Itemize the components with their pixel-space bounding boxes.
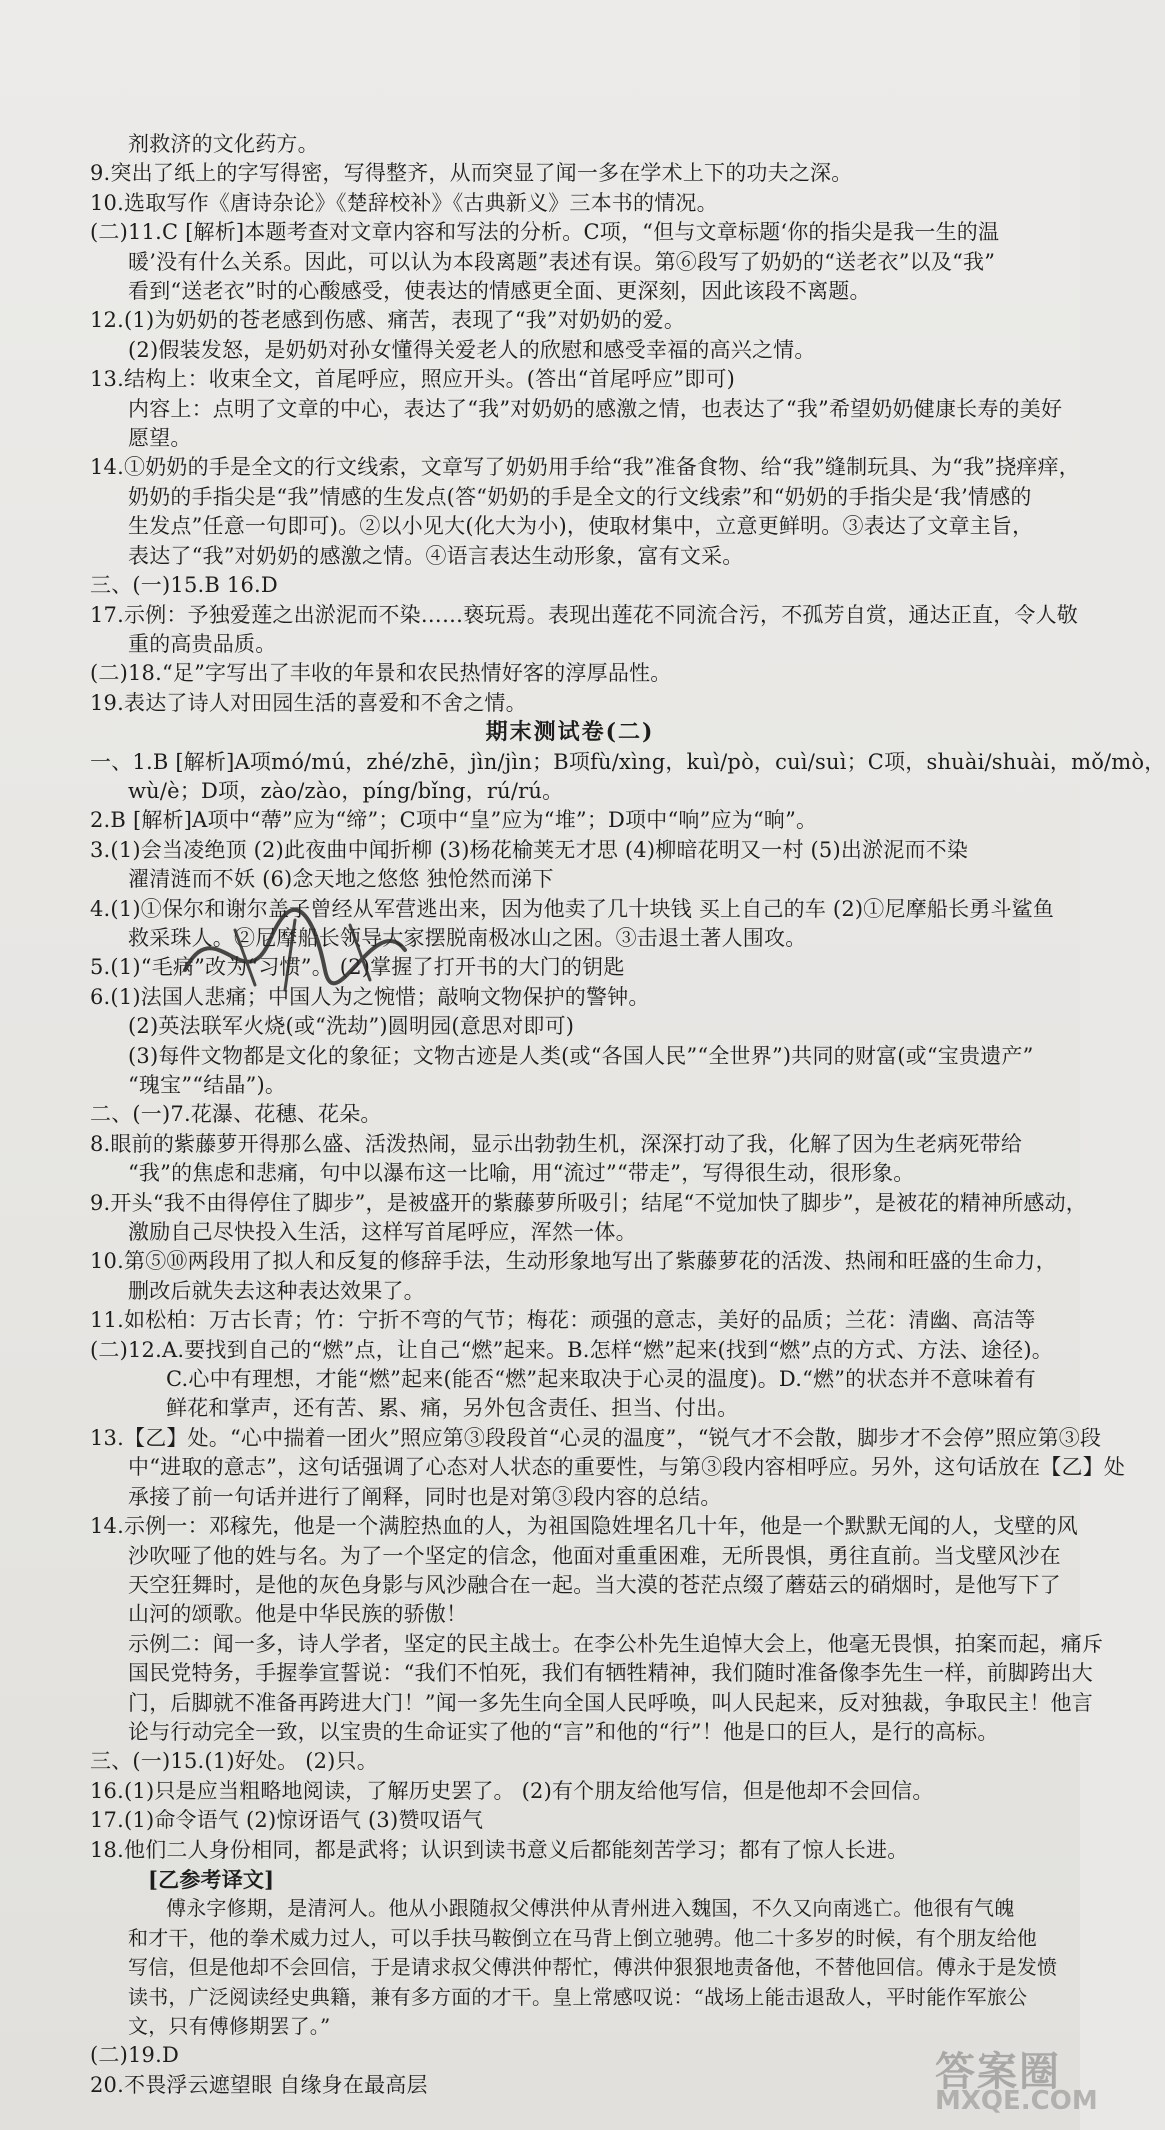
text-line: 14.示例一：邓稼先，他是一个满腔热血的人，为祖国隐姓埋名几十年，他是一个默默无闻的人，戈壁的风 bbox=[90, 1514, 1078, 1539]
text-line: 2.B [解析]A项中“蔕”应为“缔”；C项中“皇”应为“堆”；D项中“响”应为“晌”。 bbox=[90, 808, 818, 833]
text-line: 内容上：点明了文章的中心，表达了“我”对奶奶的感激之情，也表达了“我”希望奶奶健康长寿的美好 bbox=[128, 396, 1063, 421]
text-line: (2)假装发怒，是奶奶对孙女懂得关爱老人的欣慰和感受幸福的高兴之情。 bbox=[128, 337, 816, 362]
text-line: 表达了“我”对奶奶的感激之情。④语言表达生动形象，富有文采。 bbox=[128, 543, 744, 568]
text-line: 濯清涟而不妖 (6)念天地之悠悠 独怆然而涕下 bbox=[128, 867, 554, 892]
text-line: 19.表达了诗人对田园生活的喜爱和不舍之情。 bbox=[90, 690, 527, 715]
text-line: 删改后就失去这种表达效果了。 bbox=[128, 1278, 425, 1303]
text-line: 读书，广泛阅读经史典籍，兼有多方面的才干。皇上常感叹说：“战场上能击退敌人，平时能作军旅公 bbox=[128, 1984, 1028, 2009]
text-line: (二)12.A.要找到自己的“燃”点，让自己“燃”起来。B.怎样“燃”起来(找到“燃”点的方式、方法、途径)。 bbox=[90, 1337, 1054, 1362]
text-line: 奶奶的手指尖是“我”情感的生发点(答“奶奶的手是全文的行文线索”和“奶奶的手指尖是‘我’情感的 bbox=[128, 484, 1032, 509]
text-line: 天空狂舞时，是他的灰色身影与风沙融合在一起。当大漠的苍茫点缀了蘑菇云的硝烟时，是他写下了 bbox=[128, 1572, 1061, 1597]
text-line: (2)英法联军火烧(或“洗劫”)圆明园(意思对即可) bbox=[128, 1014, 575, 1039]
text-line: 和才干，他的拳术威力过人，可以手扶马鞍倒立在马背上倒立驰骋。他二十多岁的时候，有个朋友给他 bbox=[128, 1925, 1037, 1950]
text-line: 10.第⑤⑩两段用了拟人和反复的修辞手法，生动形象地写出了紫藤萝花的活泼、热闹和旺盛的生命力， bbox=[90, 1249, 1057, 1274]
text-line: 20.不畏浮云遮望眼 自缘身在最高层 bbox=[90, 2072, 428, 2097]
text-line: (二)11.C [解析]本题考查对文章内容和写法的分析。C项，“但与文章标题‘你的指尖是我一生的温 bbox=[90, 220, 1000, 245]
watermark-logo-text: 答案圈 bbox=[935, 2049, 1061, 2095]
text-line: 山河的颂歌。他是中华民族的骄傲！ bbox=[128, 1602, 468, 1627]
text-line: 13.结构上：收束全文，首尾呼应，照应开头。(答出“首尾呼应”即可) bbox=[90, 367, 736, 392]
watermark-logo bbox=[935, 2040, 1098, 2120]
text-line: 论与行动完全一致，以宝贵的生命证实了他的“言”和他的“行”！他是口的巨人，是行的高标。 bbox=[128, 1719, 999, 1744]
text-line: (二)19.D bbox=[90, 2043, 180, 2068]
text-line: 4.(1)①保尔和谢尔盖子曾经从军营逃出来，因为他卖了几十块钱 买上自己的车 (2)①尼摩船长勇斗鲨鱼 bbox=[90, 896, 1055, 921]
text-line: 三、(一)15.B 16.D bbox=[90, 573, 278, 598]
text-line: 傅永字修期，是清河人。他从小跟随叔父傅洪仲从青州进入魏国，不久又向南逃亡。他很有气魄 bbox=[166, 1896, 1015, 1921]
text-line: 写信，但是他却不会回信，于是请求叔父傅洪仲帮忙，傅洪仲狠狠地责备他，不替他回信。傅永于是发愤 bbox=[128, 1955, 1058, 1980]
text-line: 国民党特务，手握拳宣誓说：“我们不怕死，我们有牺牲精神，我们随时准备像李先生一样，前脚跨出大 bbox=[128, 1661, 1093, 1686]
text-line: “我”的焦虑和悲痛，句中以瀑布这一比喻，用“流过”“带走”，写得很生动，很形象。 bbox=[128, 1161, 915, 1186]
text-line: C.心中有理想，才能“燃”起来(能否“燃”起来取决于心灵的温度)。D.“燃”的状态并不意味着有 bbox=[166, 1367, 1036, 1392]
text-line: 5.(1)“毛病”改为“习惯”。 (2)掌握了打开书的大门的钥匙 bbox=[90, 955, 625, 980]
text-line: 示例二：闻一多，诗人学者，坚定的民主战士。在李公朴先生追悼大会上，他毫无畏惧，拍案而起，痛斥 bbox=[128, 1631, 1104, 1656]
text-line: 鲜花和掌声，还有苦、累、痛，另外包含责任、担当、付出。 bbox=[166, 1396, 739, 1421]
watermark-url: MXQE.COM bbox=[935, 2086, 1098, 2116]
text-line: (3)每件文物都是文化的象征；文物古迹是人类(或“各国人民”“全世界”)共同的财富(或“宝贵遗产” bbox=[128, 1043, 1034, 1068]
text-line: 生发点”任意一句即可)。②以小见大(化大为小)，使取材集中，立意更鲜明。③表达了文章主旨， bbox=[128, 514, 1034, 539]
text-line: 承接了前一句话并进行了阐释，同时也是对第③段内容的总结。 bbox=[128, 1484, 722, 1509]
text-line: 16.(1)只是应当粗略地阅读，了解历史罢了。 (2)有个朋友给他写信，但是他却不会回信。 bbox=[90, 1778, 934, 1803]
text-line: 看到“送老衣”时的心酸感受，使表达的情感更全面、更深刻，因此该段不离题。 bbox=[128, 279, 871, 304]
text-line: 救采珠人。②尼摩船长领导大家摆脱南极冰山之困。③击退土著人围攻。 bbox=[128, 925, 807, 950]
text-line: (二)18.“足”字写出了丰收的年景和农民热情好客的淳厚品性。 bbox=[90, 661, 672, 686]
text-line: 10.选取写作《唐诗杂论》《楚辞校补》《古典新义》三本书的情况。 bbox=[90, 190, 718, 215]
answer-content bbox=[90, 130, 1165, 2100]
text-line: 18.他们二人身份相同，都是武将；认识到读书意义后都能刻苦学习；都有了惊人长进。 bbox=[90, 1837, 909, 1862]
text-line: 9.突出了纸上的字写得密，写得整齐，从而突显了闻一多在学术上下的功夫之深。 bbox=[90, 161, 853, 186]
text-line: 文，只有傅修期罢了。” bbox=[128, 2014, 331, 2038]
text-line: 6.(1)法国人悲痛；中国人为之惋惜；敲响文物保护的警钟。 bbox=[90, 984, 650, 1009]
handwritten-scribble bbox=[175, 890, 415, 1010]
text-line: 暖’没有什么关系。因此，可以认为本段离题”表述有误。第⑥段写了奶奶的“送老衣”以及“我” bbox=[128, 249, 996, 274]
text-line: 愿望。 bbox=[128, 426, 192, 451]
text-line: 重的高贵品质。 bbox=[128, 631, 277, 656]
text-line: 12.(1)为奶奶的苍老感到伤感、痛苦，表现了“我”对奶奶的爱。 bbox=[90, 308, 686, 333]
text-line: “瑰宝”“结晶”)。 bbox=[128, 1073, 287, 1097]
text-line: 17.(1)命令语气 (2)惊讶语气 (3)赞叹语气 bbox=[90, 1808, 484, 1833]
section-heading: 期末测试卷(二) bbox=[485, 719, 655, 746]
text-line: 一、1.B [解析]A项mó/mú，zhé/zhē，jìn/jìn；B项fù/xìng，kuì/pò，cuì/suì；C项，shuài/shuài，mǒ/mò， bbox=[90, 749, 1165, 774]
text-line: 门，后脚就不准备再跨进大门！”闻一多先生向全国人民呼唤，叫人民起来，反对独裁，争取民主！他言 bbox=[128, 1690, 1093, 1715]
text-line: 中“进取的意志”，这句话强调了心态对人状态的重要性，与第③段内容相呼应。另外，这句话放在【乙】处 bbox=[128, 1455, 1126, 1480]
text-line: 激励自己尽快投入生活，这样写首尾呼应，浑然一体。 bbox=[128, 1220, 637, 1245]
text-line: 三、(一)15.(1)好处。 (2)只。 bbox=[90, 1749, 378, 1774]
text-line: 3.(1)会当凌绝顶 (2)此夜曲中闻折柳 (3)杨花榆荚无才思 (4)柳暗花明又一村 (5)出淤泥而不染 bbox=[90, 837, 969, 862]
text-line: 14.①奶奶的手是全文的行文线索，文章写了奶奶用手给“我”准备食物、给“我”缝制玩具、为“我”挠痒痒， bbox=[90, 455, 1081, 480]
text-line: 9.开头“我不由得停住了脚步”，是被盛开的紫藤萝所吸引；结尾“不觉加快了脚步”，是被花的精神所感动， bbox=[90, 1190, 1087, 1215]
text-line: [乙参考译文] bbox=[148, 1866, 275, 1892]
text-line: 17.示例：予独爱莲之出淤泥而不染……亵玩焉。表现出莲花不同流合污，不孤芳自赏，通达正直，令人敬 bbox=[90, 602, 1078, 627]
text-line: 11.如松柏：万古长青；竹：宁折不弯的气节；梅花：顽强的意志，美好的品质；兰花：清幽、高洁等 bbox=[90, 1308, 1036, 1333]
text-line: 沙吹哑了他的姓与名。为了一个坚定的信念，他面对重重困难，无所畏惧，勇往直前。当戈壁风沙在 bbox=[128, 1543, 1061, 1568]
text-line: 二、(一)7.花瀑、花穗、花朵。 bbox=[90, 1102, 382, 1127]
text-line: 剂救济的文化药方。 bbox=[128, 132, 319, 156]
text-line: 8.眼前的紫藤萝开得那么盛、活泼热闹，显示出勃勃生机，深深打动了我，化解了因为生老病死带给 bbox=[90, 1131, 1023, 1156]
text-line: 13.【乙】处。“心中揣着一团火”照应第③段段首“心灵的温度”，“锐气才不会散，脚步才不会停”照应第③段 bbox=[90, 1425, 1102, 1450]
text-line: wù/è；D项，zào/zào，píng/bǐng，rú/rú。 bbox=[128, 778, 564, 803]
